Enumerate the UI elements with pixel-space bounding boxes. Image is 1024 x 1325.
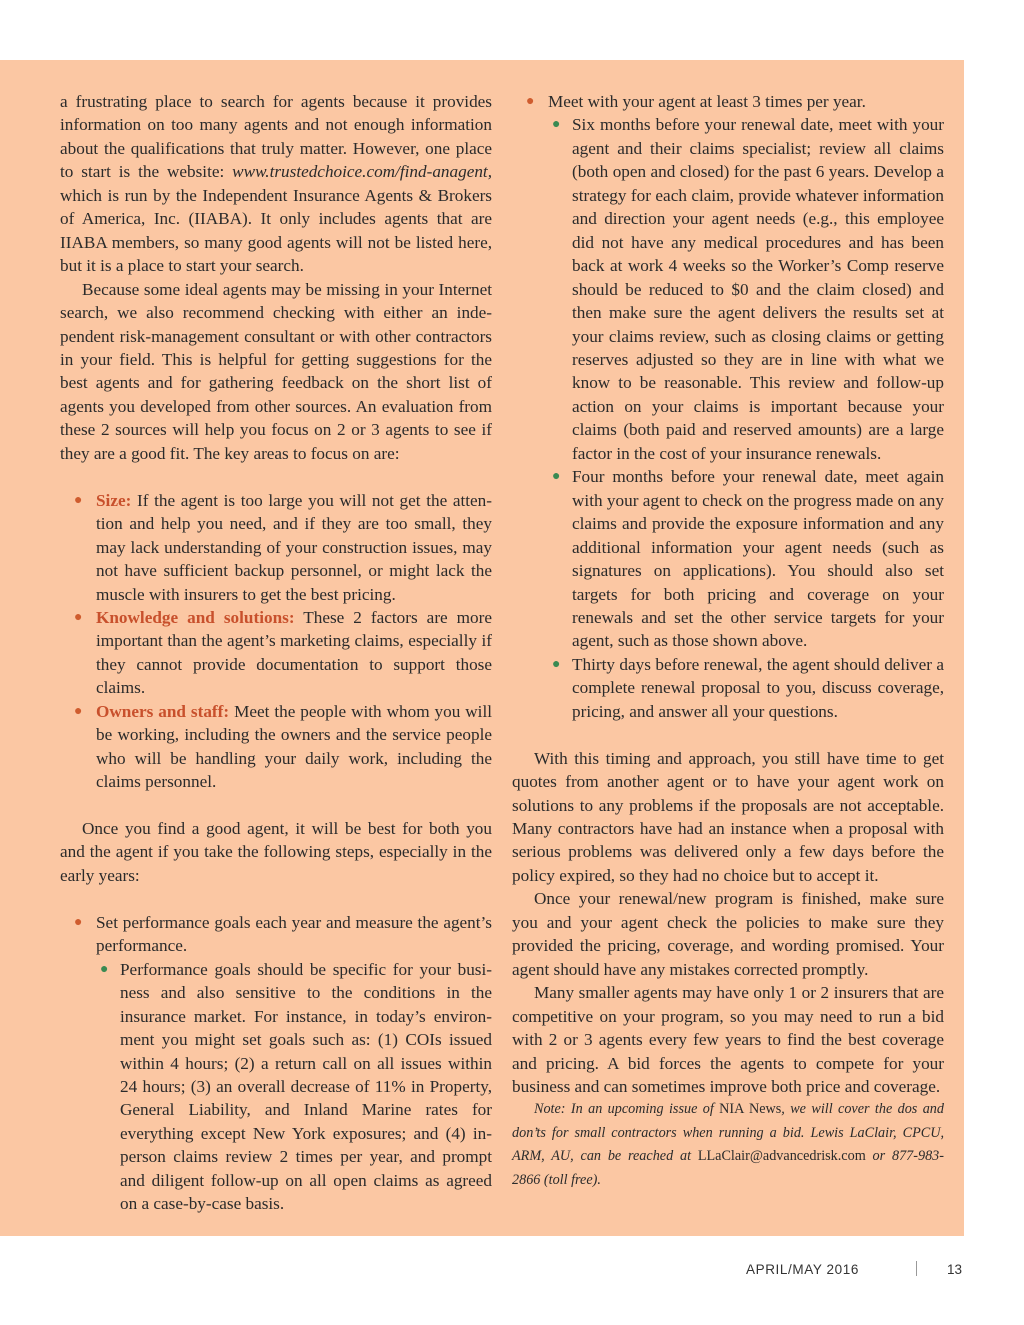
author-email[interactable]: LLaClair@advancedrisk.com: [697, 1148, 866, 1165]
paragraph: Once your renewal/new program is finished, make sure you and your agent check the policies to make sure they provided the pricing, coverage, and wording promised. Your agent should have any mistakes corrected promptly.: [512, 889, 944, 979]
list-item: ● Meet with your agent at least 3 times per year.: [512, 90, 944, 113]
bullet-icon: ●: [552, 656, 561, 672]
paragraph: Once you find a good agent, it will be best for both you and the agent if you take the following steps, especially in the early years:: [60, 819, 492, 885]
footer-divider: [916, 1261, 917, 1276]
list-item: ● Size: If the agent is too large you will not get the attention and help you need, and if they are too small, they may lack understanding of your construction issues, may not have sufficient backup personnel, or might lack the muscle with insurers to get the best pricing.: [74, 490, 492, 604]
bullet-icon: ●: [552, 117, 561, 133]
right-column: [512, 90, 944, 1192]
bullet-icon: ●: [74, 914, 83, 930]
bullet-icon: ●: [74, 609, 83, 625]
author-note: Note: In an upcoming issue of NIA News, we will cover the dos and don’ts for small contractors when running a bid. Lewis LaClair, CPCU, ARM, AU, can be reached at LLaClair@advancedrisk.com or 877-983-2866 (toll free).: [512, 1101, 944, 1188]
left-column: [60, 90, 492, 1216]
paragraph: Many smaller agents may have only 1 or 2 insurers that are competitive on your program, so you may need to run a bid with 2 or 3 agents every few years to find the best coverage and pricing. A bid forces the agents to compete for your business and can sometimes improve both price and coverage.: [512, 983, 944, 1097]
list-item: ● Owners and staff: Meet the people with whom you will be working, including the owners and the service people who will be handling your daily work, including the claims personnel.: [74, 701, 493, 792]
bullet-icon: ●: [74, 703, 83, 719]
bullet-icon: ●: [100, 961, 109, 977]
paragraph: a frustrating place to search for agents because it provides information on too many agents and not enough information about the qualifications that truly matter. However, one place to start is the website: www.trustedchoice.com/find-anagent, which is run by the Independent Insurance Agents & Brokers of America, Inc. (IIABA). It only includes agents that are IIABA members, so many good agents will not be listed here, but it is a place to start your search.: [60, 92, 492, 276]
list-item: ● Six months before your renewal date, meet with your agent and their claims specialist; review all claims (both open and closed) for the past 6 years. Develop a strategy for each claim, provide whatever information and direction your agent needs (e.g., this employee did not have any medical procedures and has been back at work 4 weeks so the Worker’s Comp reserve should be reduced to $0 and the claim closed) and then make sure the agent delivers the results set at your claims review, such as closing claims or getting reserves adjusted so they are in line with what we know to be reasonable. This review and follow-up action on your claims is important because your claims (both paid and reserved amounts) are a large factor in the cost of your insurance renewals.: [552, 115, 944, 463]
paragraph: With this timing and approach, you still have time to get quotes from another agent or to have your agent work on solutions to any problems if the proposals are not acceptable. Many contractors have had an instance when a proposal with serious problems was delivered only a few days before the policy expired, so they had no choice but to accept it.: [512, 748, 944, 885]
issue-date: APRIL/MAY 2016: [746, 1262, 859, 1277]
bullet-icon: ●: [74, 492, 83, 508]
list-item: ● Thirty days before renewal, the agent should deliver a complete renewal proposal to you, discuss coverage, pricing, and answer all your questions.: [552, 654, 944, 721]
list-item: ● Four months before your renewal date, meet again with your agent to check on the progress made on any claims and provide the exposure information and any additional information your agent needs (such as signatures on applications). You should also set targets for both pricing and coverage on your renewals and set the other service targets for your agent, such as those shown above.: [552, 467, 944, 651]
bullet-icon: ●: [552, 469, 561, 485]
bullet-icon: ●: [526, 94, 535, 109]
website-link[interactable]: www.trustedchoice.com/find-anagent,: [232, 162, 492, 182]
page-number: 13: [947, 1262, 963, 1277]
list-item: ● Performance goals should be specific for your business and also sensitive to the conditions in the insurance market. For instance, in today’s environment you might set goals such as: (1) COIs issued within 4 hours; (2) a return call on all issues within 24 hours; (3) an overall decrease of 11% in Property, General Liability, and Inland Marine rates for everything except New York exposures; and (4) in-person claims review 2 times per year, and prompt and diligent follow-up on all open claims as agreed on a case-by-case basis.: [100, 959, 492, 1214]
list-item: ● Set performance goals each year and measure the agent’s performance.: [74, 912, 492, 956]
list-item: ● Knowledge and solutions: These 2 factors are more important than the agent’s marketing claims, especially if they cannot provide documentation to support those claims.: [74, 607, 492, 698]
paragraph: Because some ideal agents may be missing in your Internet search, we also recommend checking with either an independent risk-management consultant or with other contractors in your field. This is helpful for getting suggestions for the best agents and for gathering feedback on the short list of agents you developed from other sources. An evaluation from these 2 sources will help you focus on 2 or 3 agents to see if they are a good fit. The key areas to focus on are:: [60, 279, 492, 463]
